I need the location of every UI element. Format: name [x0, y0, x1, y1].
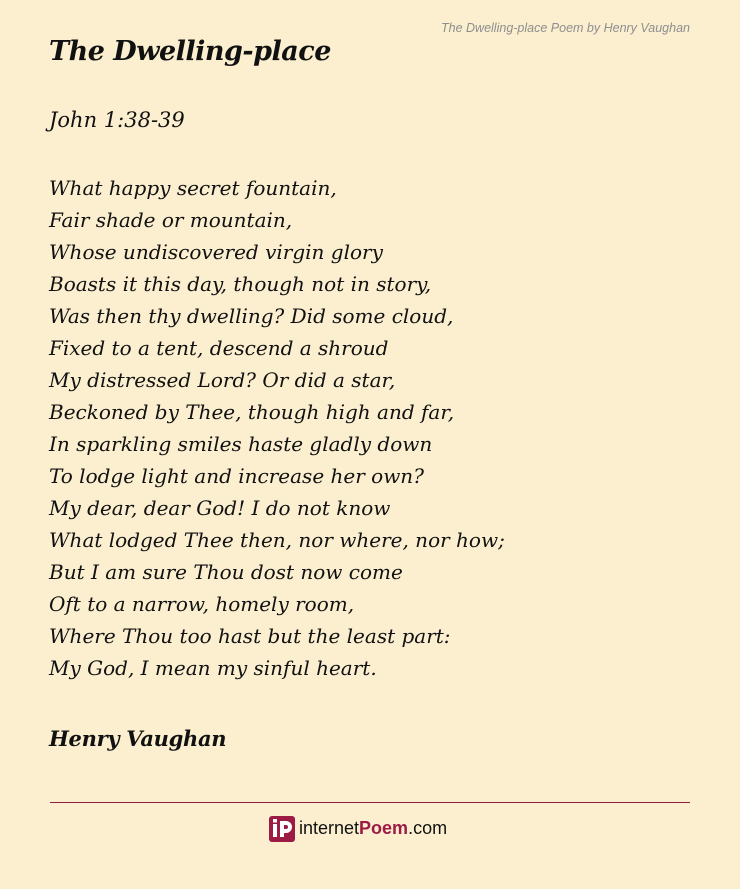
- poem-line: What lodged Thee then, nor where, nor how;: [49, 528, 505, 552]
- poem-line: Fair shade or mountain,: [49, 208, 293, 232]
- poem-line: Beckoned by Thee, though high and far,: [49, 400, 455, 424]
- poem-line: What happy secret fountain,: [49, 176, 337, 200]
- poem-line: Boasts it this day, though not in story,: [49, 272, 432, 296]
- poem-line: Where Thou too hast but the least part:: [49, 624, 451, 648]
- site-logo-text: [299, 818, 447, 839]
- poem-line: My distressed Lord? Or did a star,: [49, 368, 396, 392]
- poem-body: [49, 172, 505, 684]
- internetpoem-logo-icon: [269, 816, 295, 842]
- poem-line: Oft to a narrow, homely room,: [49, 592, 355, 616]
- site-logo-link[interactable]: [269, 815, 447, 842]
- logo-accent: Poem: [359, 818, 409, 838]
- poem-epigraph: John 1:38-39: [49, 108, 185, 132]
- poem-line: In sparkling smiles haste gladly down: [49, 432, 433, 456]
- poem-line: My dear, dear God! I do not know: [49, 496, 391, 520]
- poem-line: Fixed to a tent, descend a shroud: [49, 336, 389, 360]
- poem-line: To lodge light and increase her own?: [49, 464, 424, 488]
- poem-line: Was then thy dwelling? Did some cloud,: [49, 304, 454, 328]
- poem-line: But I am sure Thou dost now come: [49, 560, 403, 584]
- poem-line: My God, I mean my sinful heart.: [49, 656, 377, 680]
- footer-divider: [50, 802, 690, 803]
- header-caption: The Dwelling-place Poem by Henry Vaughan: [441, 21, 690, 35]
- poem-line: Whose undiscovered virgin glory: [49, 240, 383, 264]
- poem-title: The Dwelling-place: [49, 36, 331, 67]
- logo-suffix: .com: [408, 818, 448, 838]
- poet-name: Henry Vaughan: [49, 726, 227, 751]
- logo-prefix: internet: [299, 818, 360, 838]
